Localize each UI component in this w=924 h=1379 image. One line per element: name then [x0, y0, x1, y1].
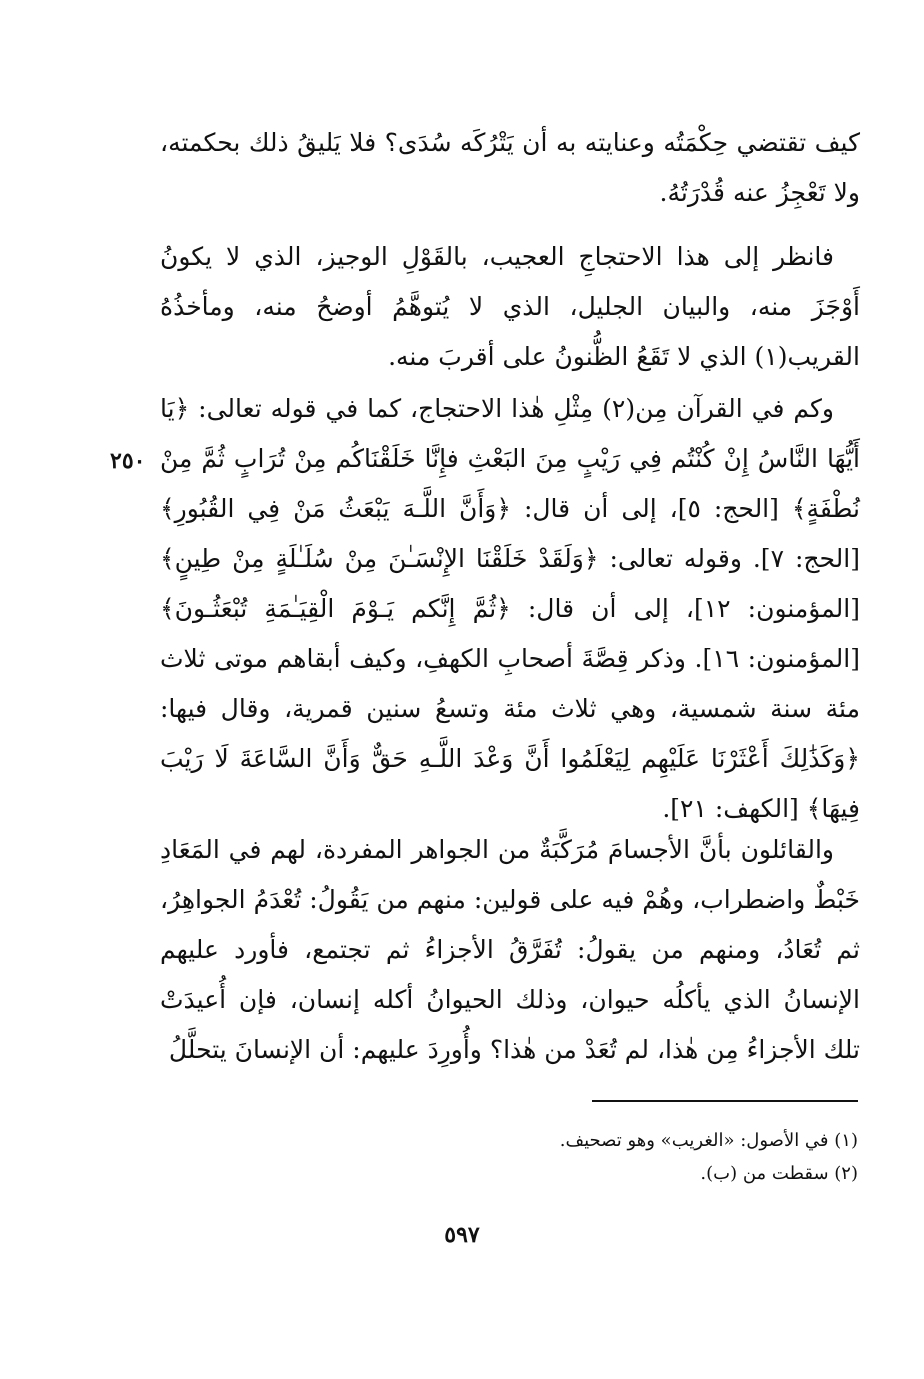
footnote-1: (١) في الأصول: «الغريب» وهو تصحيف.: [559, 1130, 858, 1151]
footnotes: [400, 1124, 858, 1190]
footnote-2: (٢) سقطت من (ب).: [700, 1163, 858, 1184]
paragraph-1-text: كيف تقتضي حِكْمَتُه وعنايته به أن يَتْرُكَه سُدَى؟ فلا يَليقُ ذلك بحكمته، ولا تَعْجِزُ عنه قُدْرَتُهُ.: [160, 128, 860, 207]
paragraph-4-text: والقائلون بأنَّ الأجسامَ مُرَكَّبَةٌ من الجواهر المفردة، لهم في المَعَادِ خَبْطٌ واضطراب، وهُمْ فيه على قولين: منهم من يَقُولُ: تُعْدَمُ الجواهِرُ، ثم تُعَادُ، ومنهم من يقولُ: تُفَرَّقُ الأجزاءُ ثم تجتمع، فأورد عليهم الإنسانُ الذي يأكلُه حيوان، وذلك الحيوانُ أكله إنسان، فإن أُعيدَتْ تلك الأجزاءُ مِن هٰذا، لم تُعَدْ من هٰذا؟ وأُورِدَ عليهم: أن الإنسانَ يتحلَّلُ: [160, 835, 860, 1064]
paragraph-4: [160, 825, 860, 1075]
paragraph-2-text: فانظر إلى هذا الاحتجاجِ العجيب، بالقَوْلِ الوجيز، الذي لا يكونُ أَوْجَزَ منه، والبيان الجليل، الذي لا يُتوهَّمُ أوضحُ منه، ومأخذُهُ القريب(١) الذي لا تَقَعُ الظُّنونُ على أقربَ منه.: [160, 242, 860, 371]
page-number: ٥٩٧: [444, 1222, 480, 1248]
paragraph-3: [160, 384, 860, 834]
paragraph-3-text: وكم في القرآن مِن(٢) مِثْلِ هٰذا الاحتجاج، كما في قوله تعالى: ﴿يَا أَيُّهَا النَّاسُ إِنْ كُنْتُم فِي رَيْبٍ مِنَ البَعْثِ فإِنَّا خَلَقْنَاكُم مِنْ تُرَابٍ ثُمَّ مِنْ نُطْفَةٍ﴾ [الحج: ٥]، إلى أن قال: ﴿وَأَنَّ اللَّـهَ يَبْعَثُ مَنْ فِي القُبُورِ﴾ [الحج: ٧]. وقوله تعالى: ﴿وَلَقَدْ خَلَقْنَا الإِنْسَـٰنَ مِنْ سُلَـٰلَةٍ مِنْ طِينٍ﴾ [المؤمنون: ١٢]، إلى أن قال: ﴿ثُمَّ إِنَّكم يَـوْمَ الْقِيَـٰمَةِ تُبْعَثُـونَ﴾ [المؤمنون: ١٦]. وذكر قِصَّةَ أصحابِ الكهفِ، وكيف أبقاهم موتى ثلاث مئة سنة شمسية، وهي ثلاث مئة وتسعُ سنين قمرية، وقال فيها: ﴿وَكَذَٰلِكَ أَعْثَرْنَا عَلَيْهِم لِيَعْلَمُوا أَنَّ وَعْدَ اللَّـهِ حَقٌّ وَأَنَّ السَّاعَةَ لَا رَيْبَ فِيهَا﴾ [الكهف: ٢١].: [160, 394, 860, 823]
margin-page-reference: ٢٥٠: [110, 448, 146, 474]
paragraph-2: [160, 232, 860, 382]
footnote-divider: [592, 1100, 858, 1102]
paragraph-1: [160, 118, 860, 218]
